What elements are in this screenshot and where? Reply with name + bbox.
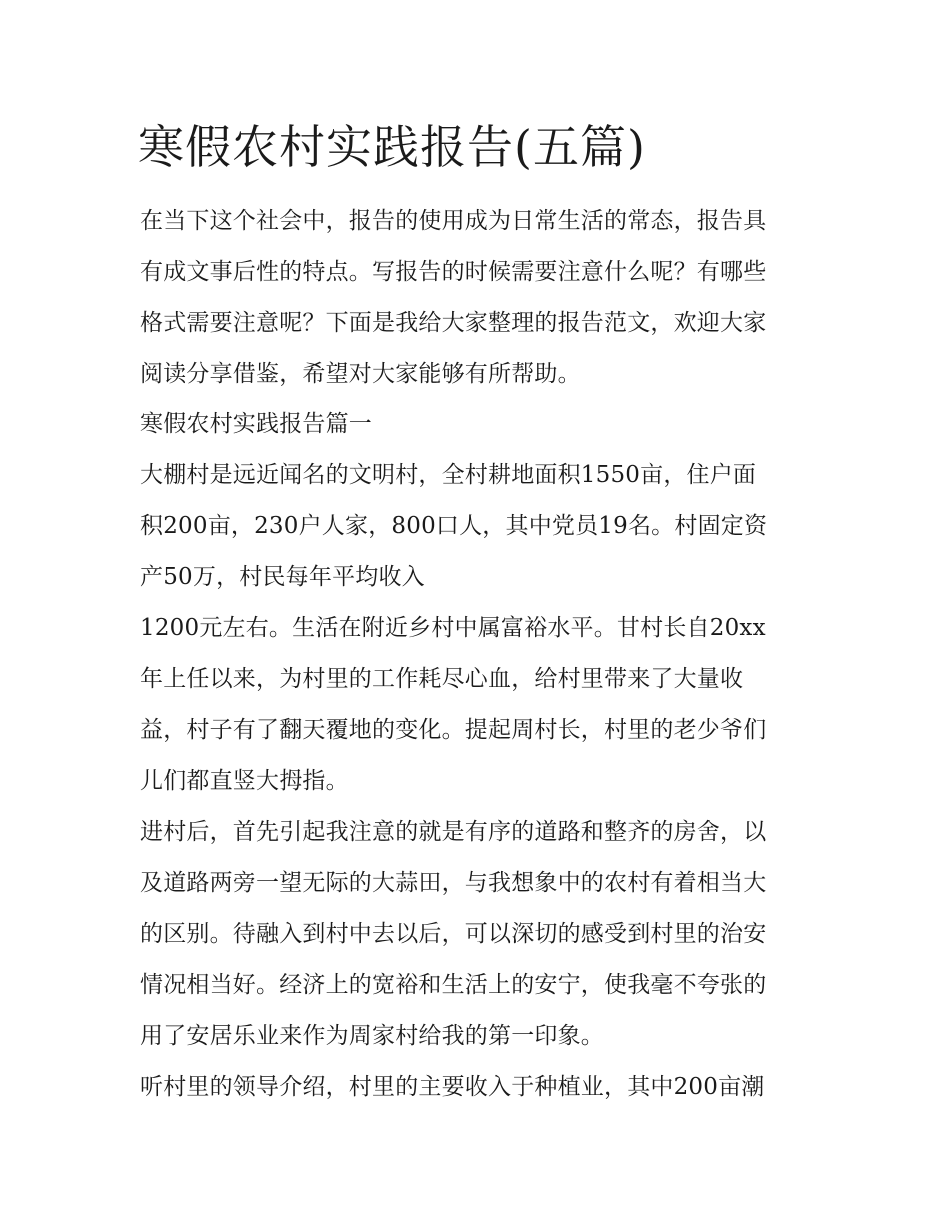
paragraph-line: 年上任以来，为村里的工作耗尽心血，给村里带来了大量收 [140,666,744,692]
paragraph-line: 有成文事后性的特点。写报告的时候需要注意什么呢？有哪些 [140,259,767,285]
paragraph-line: 格式需要注意呢？下面是我给大家整理的报告范文，欢迎大家 [140,310,767,336]
paragraph-line: 及道路两旁一望无际的大蒜田，与我想象中的农村有着相当大 [140,870,767,896]
paragraph-line: 益，村子有了翻天覆地的变化。提起周村长，村里的老少爷们 [140,717,767,743]
paragraph-line: 产50万，村民每年平均收入 [140,564,425,590]
paragraph-line: 的区别。待融入到村中去以后，可以深切的感受到村里的治安 [140,921,767,947]
paragraph-line: 大棚村是远近闻名的文明村，全村耕地面积1550亩，住户面 [140,462,757,488]
paragraph-line: 儿们都直竖大拇指。 [140,768,349,794]
paragraph-line: 积200亩，230户人家，800口人，其中党员19名。村固定资 [140,513,768,539]
paragraph-line: 在当下这个社会中，报告的使用成为日常生活的常态，报告具 [140,208,767,234]
paragraph-line: 情况相当好。经济上的宽裕和生活上的安宁，使我毫不夸张的 [140,972,767,998]
paragraph-line: 用了安居乐业来作为周家村给我的第一印象。 [140,1023,604,1049]
paragraph-line: 听村里的领导介绍，村里的主要收入于种植业，其中200亩潮 [140,1074,765,1100]
section-heading: 寒假农村实践报告篇一 [140,411,372,437]
paragraph-line: 进村后，首先引起我注意的就是有序的道路和整齐的房舍，以 [140,819,767,845]
document-title: 寒假农村实践报告(五篇) [138,120,646,174]
paragraph-line: 阅读分享借鉴，希望对大家能够有所帮助。 [140,361,581,387]
paragraph-line: 1200元左右。生活在附近乡村中属富裕水平。甘村长自20xx [140,615,766,641]
